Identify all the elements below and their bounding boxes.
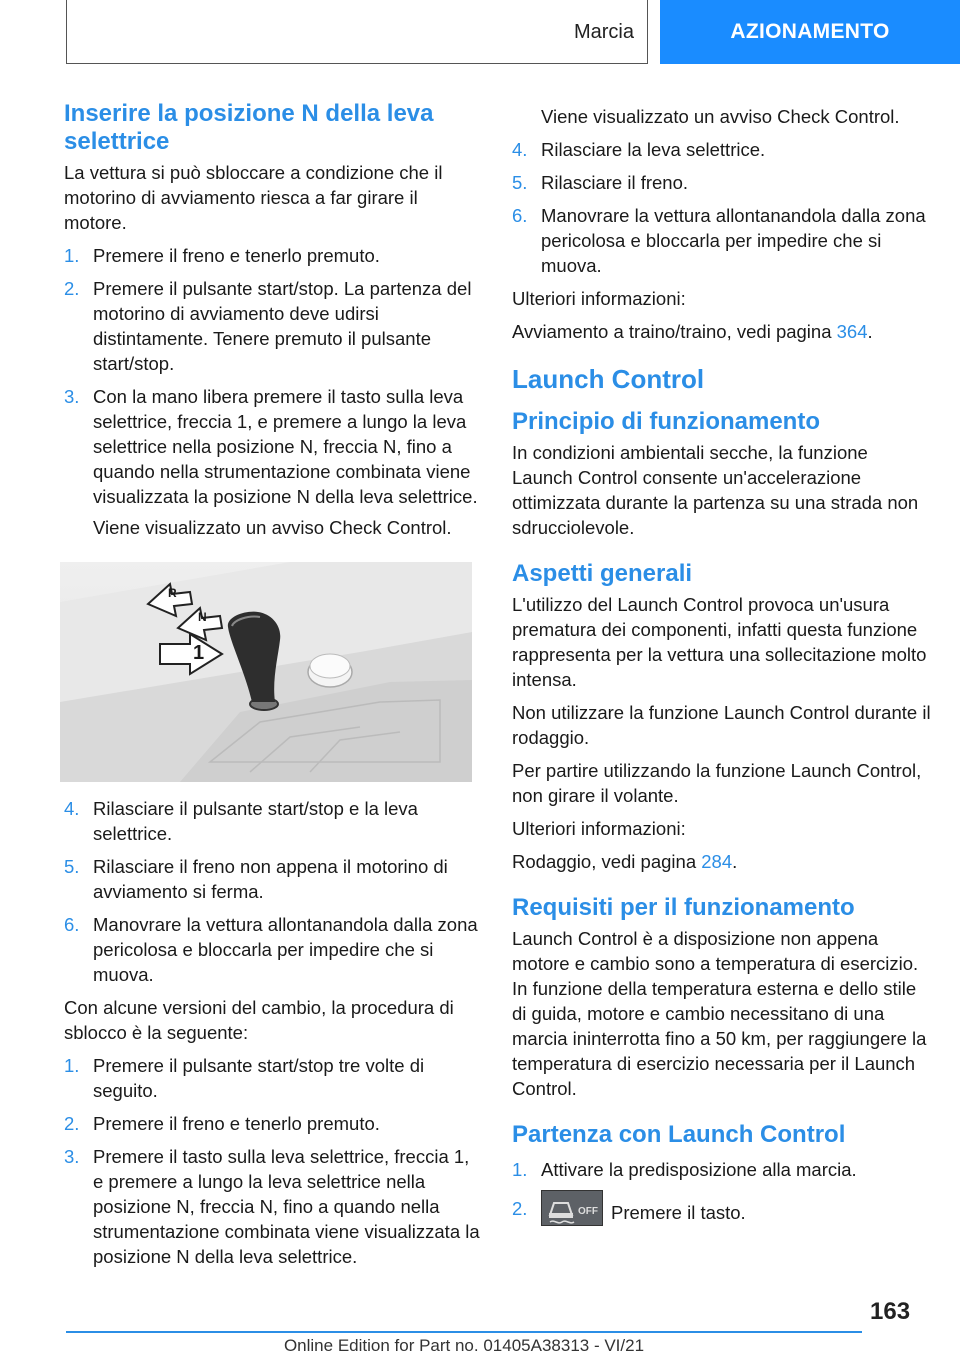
step-number: 2. <box>64 1113 80 1134</box>
step-text: Premere il freno e tenerlo premuto. <box>93 245 380 266</box>
general-paragraph-2: Non utilizzare la funzione Launch Control durante il rodaggio. <box>512 702 931 748</box>
towing-reference: Avviamento a traino/traino, vedi pagina 364. <box>512 321 873 342</box>
more-info-label: Ulteriori informazioni: <box>512 818 686 839</box>
list-item <box>64 1111 482 1136</box>
steps-list-c <box>64 1053 482 1269</box>
list-item <box>64 912 482 987</box>
arrow-label-n: N <box>198 610 207 624</box>
list-item <box>64 854 482 904</box>
step-number: 5. <box>64 856 80 877</box>
step-number: 1. <box>64 245 80 266</box>
footer-divider <box>66 1331 862 1333</box>
list-item <box>64 276 482 376</box>
step-number: 3. <box>64 386 80 407</box>
steps-list-b <box>64 796 482 987</box>
general-paragraph-1: L'utilizzo del Launch Control provoca un'usura prematura dei componenti, infatti questa funzione rappresenta per la vettura una sollecitazione molto intensa. <box>512 594 927 690</box>
step-text: Manovrare la vettura allontanandola dalla zona pericolosa e bloccarla per impedire che si muova. <box>93 914 478 985</box>
step-text: Rilasciare il freno non appena il motorino di avviamento si ferma. <box>93 856 448 902</box>
gear-selector-drawing <box>60 562 472 782</box>
general-paragraph-3: Per partire utilizzando la funzione Launch Control, non girare il volante. <box>512 760 922 806</box>
steps-list-e <box>512 1157 932 1232</box>
step-number: 3. <box>64 1146 80 1167</box>
more-info-label: Ulteriori informazioni: <box>512 288 686 309</box>
step3-note: Viene visualizzato un avviso Check Control. <box>93 517 452 538</box>
page-number: 163 <box>870 1298 911 1325</box>
step-text: Rilasciare il freno. <box>541 172 689 193</box>
list-item <box>512 170 932 195</box>
continued-note: Viene visualizzato un avviso Check Control. <box>541 106 900 127</box>
step-text: Manovrare la vettura allontanandola dalla zona pericolosa e bloccarla per impedire che si muova. <box>541 205 926 276</box>
right-column <box>512 104 932 1232</box>
gear-selector-illustration <box>60 562 472 782</box>
step-number: 1. <box>512 1159 528 1180</box>
step-text: Premere il pulsante start/stop tre volte di seguito. <box>93 1055 425 1101</box>
arrow-label-1: 1 <box>193 642 205 664</box>
breakin-ref-text: Rodaggio, vedi pagina <box>512 851 697 872</box>
principle-title: Principio di funzionamento <box>512 408 820 435</box>
section-title-neutral: Inserire la posizione N della leva selettrice <box>64 100 434 155</box>
header-section-title: Marcia <box>573 20 634 43</box>
step-text: Rilasciare la leva selettrice. <box>541 139 766 160</box>
page-link-364[interactable]: 364 <box>836 321 868 342</box>
breakin-reference: Rodaggio, vedi pagina 284. <box>512 851 738 872</box>
list-item <box>512 137 932 162</box>
step-text: Attivare la predisposizione alla marcia. <box>541 1159 857 1180</box>
step-text: Premere il freno e tenerlo premuto. <box>93 1113 380 1134</box>
step-number: 2. <box>512 1198 528 1219</box>
list-item <box>64 384 482 509</box>
page-link-284[interactable]: 284 <box>701 851 733 872</box>
towing-ref-text: Avviamento a traino/traino, vedi pagina <box>512 321 832 342</box>
step-number: 6. <box>64 914 80 935</box>
list-item <box>512 203 932 278</box>
traction-off-button-icon <box>541 1190 603 1226</box>
list-item <box>64 1144 482 1269</box>
step-text: Rilasciare il pulsante start/stop e la leva selettrice. <box>93 798 418 844</box>
steps-list-a <box>64 243 482 509</box>
general-title: Aspetti generali <box>512 560 693 587</box>
arrow-label-r: R <box>168 586 177 600</box>
left-column <box>64 100 482 1269</box>
button-icon-label: OFF <box>578 1206 598 1217</box>
step-number: 5. <box>512 172 528 193</box>
list-item <box>512 1196 932 1232</box>
step-number: 1. <box>64 1055 80 1076</box>
step-number: 2. <box>64 278 80 299</box>
steps-list-d <box>512 137 932 278</box>
start-title: Partenza con Launch Control <box>512 1121 846 1148</box>
alt-procedure-intro: Con alcune versioni del cambio, la procedura di sblocco è la seguente: <box>64 997 454 1043</box>
step-text: Con la mano libera premere il tasto sulla leva selettrice, freccia 1, e premere a lungo la leva selettrice nella posizione N, freccia N, fino a quando nella strumentazione combinata viene visualizzata la posizione N della leva selettrice. <box>93 386 478 507</box>
footer-edition: Online Edition for Part no. 01405A38313 - VI/21 <box>283 1336 645 1355</box>
intro-paragraph: La vettura si può sbloccare a condizione che il motorino di avviamento riesca a far girare il motore. <box>64 162 443 233</box>
list-item <box>64 1053 482 1103</box>
list-item <box>64 243 482 268</box>
launch-control-title: Launch Control <box>512 364 705 394</box>
step-text: Premere il tasto. <box>611 1201 746 1223</box>
step-number: 4. <box>64 798 80 819</box>
list-item <box>64 796 482 846</box>
principle-text: In condizioni ambientali secche, la funzione Launch Control consente un'accelerazione ottimizzata durante la partenza su una strada non sdrucciolevole. <box>512 442 919 538</box>
requirements-text: Launch Control è a disposizione non appena motore e cambio sono a temperatura di esercizio. In funzione della temperatura esterna e dello stile di guida, motore e cambio necessitano di una marcia ininterrotta fino a 50 km, per raggiungere la temperatura di esercizio necessaria per il Launch Control. <box>512 928 927 1099</box>
step-text: Premere il tasto sulla leva selettrice, freccia 1, e premere a lungo la leva selettrice nella posizione N, freccia N, fino a quando nella strumentazione combinata viene visualizzata la posizione N della leva selettrice. <box>93 1146 480 1267</box>
step-number: 4. <box>512 139 528 160</box>
step-text: Premere il pulsante start/stop. La partenza del motorino di avviamento deve udirsi distintamente. Tenere premuto il pulsante start/stop. <box>93 278 472 374</box>
requirements-title: Requisiti per il funzionamento <box>512 894 855 921</box>
step-number: 6. <box>512 205 528 226</box>
list-item <box>512 1157 932 1182</box>
header-chapter-tab[interactable]: AZIONAMENTO <box>660 0 960 64</box>
